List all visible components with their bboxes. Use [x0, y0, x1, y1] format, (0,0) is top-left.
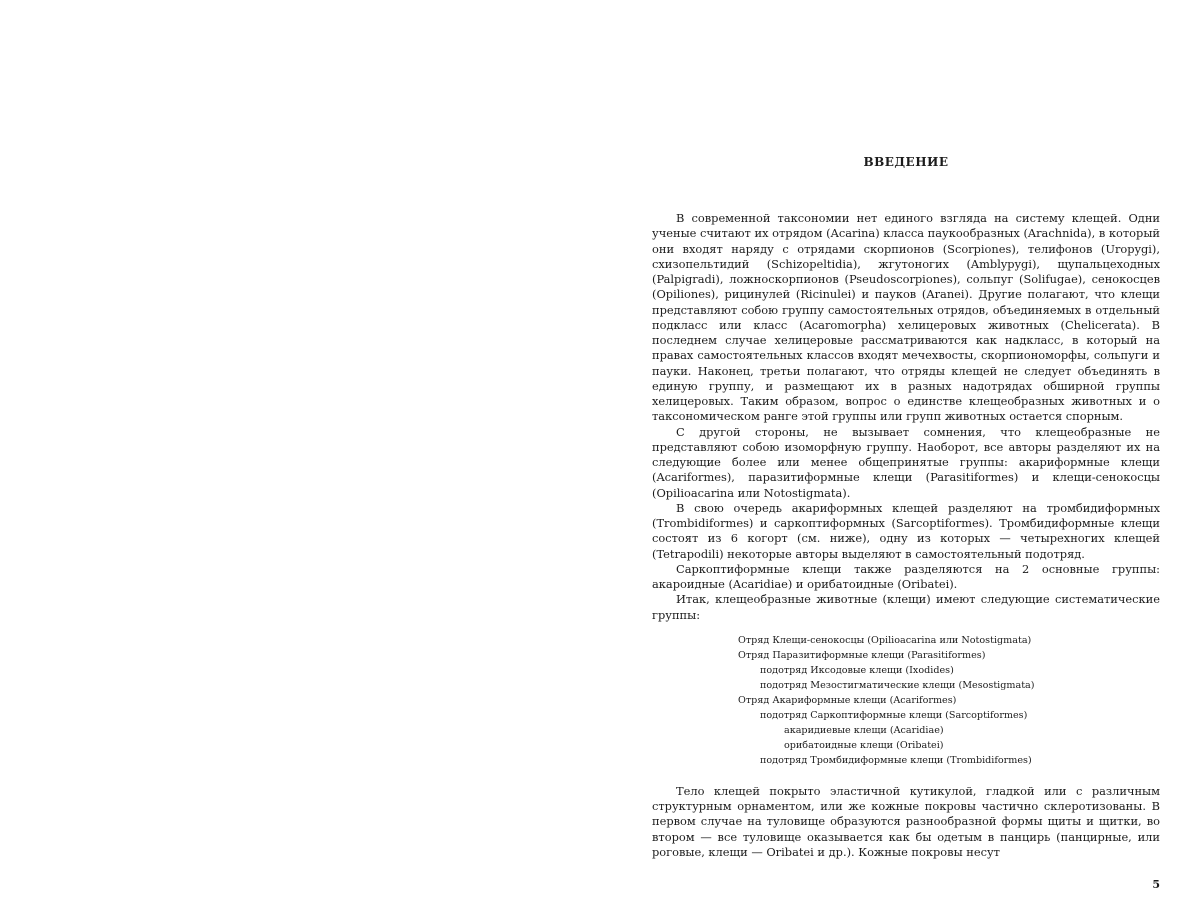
paragraph-taxonomy: В современной таксономии нет единого взгляда на систему клещей. Одни ученые считают их отрядом (Acarina) класса паукообразных (Arachnida), в который они входят наряду с отрядами скорпионов (Scorpiones), телифонов (Uropygi), схизопельтидий (Schizopeltidia), жгутоногих (Amblypygi), щупальцеходных (Palpigradi), ложноскорпионов (Pseudoscorpiones), сольпуг (Solifugae), сенокосцев (Opiliones), рицинулей (Ricinulei) и пауков (Aranei). Другие полагают, что клещи представляют собою группу самостоятельных отрядов, объединяемых в отдельный подкласс или класс (Acaromorpha) хелицеровых животных (Chelicerata). В последнем случае хелицеровые рассматриваются как надкласс, в который на правах самостоятельных классов входят мечехвосты, скорпиономорфы, сольпуги и пауки. Наконец, третьи полагают, что отряды клещей не следует объединять в единую группу, и размещают их в разных надотрядах обширной группы хелицеровых. Таким образом, вопрос о единстве клещеобразных животных и о таксономическом ранге этой группы или групп животных остается спорным. — [652, 211, 1160, 424]
classification-list — [652, 633, 1160, 768]
paragraph-sarcoptiformes: Саркоптиформные клещи также разделяются на 2 основные группы: акароидные (Acaridiae) и орибатоидные (Oribatei). — [652, 561, 1160, 591]
classification-item: Отряд Паразитиформные клещи (Parasitiformes) — [738, 649, 986, 661]
classification-item: Отряд Акариформные клещи (Acariformes) — [738, 694, 957, 706]
chapter-title: ВВЕДЕНИЕ — [863, 155, 949, 169]
classification-item: акаридиевые клещи (Acaridiae) — [784, 724, 944, 736]
classification-item: подотряд Иксодовые клещи (Ixodides) — [760, 664, 954, 676]
paragraph-acariformes: В свою очередь акариформных клещей разделяют на тромбидиформных (Trombidiformes) и саркоптиформных (Sarcoptiformes). Тромбидиформные клещи состоят из 6 когорт (см. ниже), одну из которых — четырехногих клещей (Tetrapodili) некоторые авторы выделяют в самостоятельный подотряд. — [652, 500, 1160, 561]
classification-item: орибатоидные клещи (Oribatei) — [784, 739, 944, 751]
classification-item: подотряд Мезостигматические клещи (Mesostigmata) — [760, 679, 1035, 691]
classification-item: Отряд Клещи-сенокосцы (Opilioacarina или Notostigmata) — [738, 634, 1032, 646]
classification-item: подотряд Тромбидиформные клещи (Trombidiformes) — [760, 754, 1032, 766]
classification-item: подотряд Саркоптиформные клещи (Sarcoptiformes) — [760, 709, 1028, 721]
paragraph-cuticle: Тело клещей покрыто эластичной кутикулой, гладкой или с различным структурным орнаментом, или же кожные покровы частично склеротизованы. В первом случае на туловище образуются разнообразной формы щиты и щитки, во втором — все туловище оказывается как бы одетым в панцирь (панцирные, или роговые, клещи — Oribatei и др.). Кожные покровы несут — [652, 783, 1160, 859]
right-page — [652, 0, 1160, 913]
page-number: 5 — [1152, 878, 1160, 891]
paragraph-summary: Итак, клещеобразные животные (клещи) имеют следующие систематические группы: — [652, 592, 1160, 622]
body-text — [652, 211, 1160, 860]
paragraph-groups: С другой стороны, не вызывает сомнения, что клещеобразные не представляют собою изоморфную группу. Наоборот, все авторы разделяют их на следующие более или менее общепринятые группы: акариформные клещи (Acariformes), паразитиформные клещи (Parasitiformes) и клещи-сенокосцы (Opilioacarina или Notostigmata). — [652, 424, 1160, 500]
